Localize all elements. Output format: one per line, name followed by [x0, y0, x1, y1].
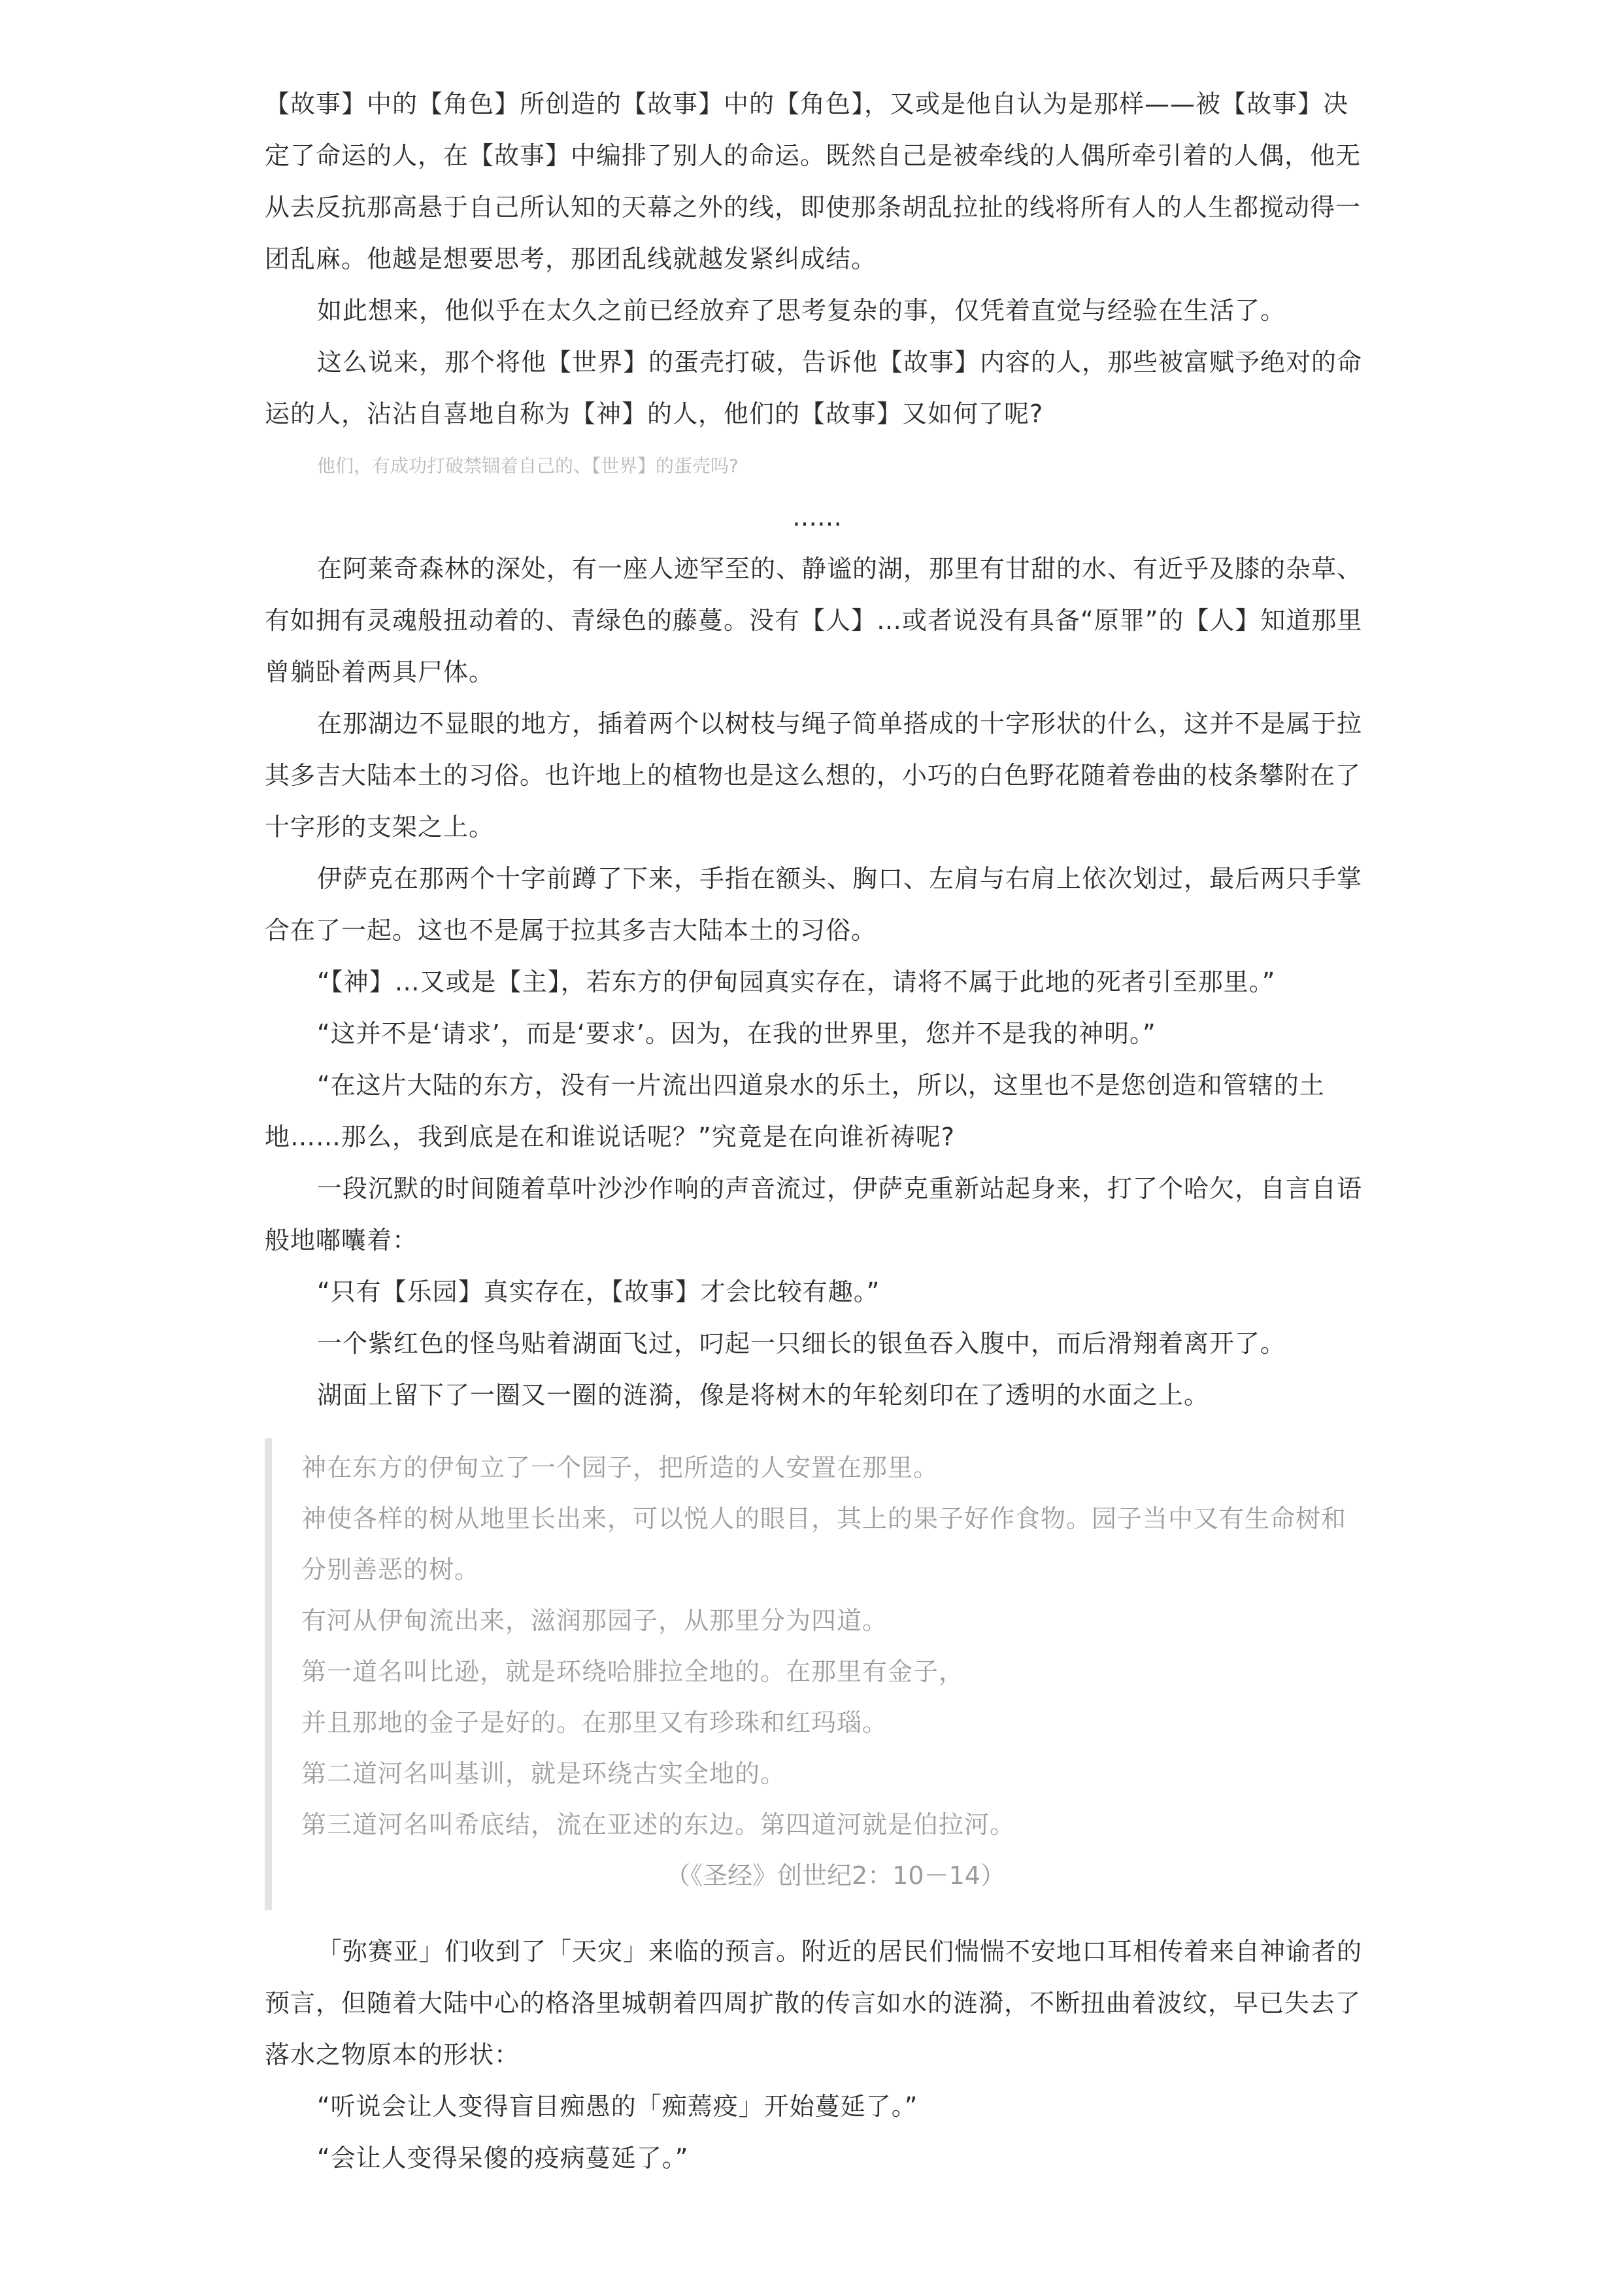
quote-line: 神在东方的伊甸立了一个园子，把所造的人安置在那里。: [301, 1453, 939, 1482]
quote-line: 有河从伊甸流出来，滋润那园子，从那里分为四道。: [301, 1606, 888, 1635]
quote-line: 第三道河名叫希底结，流在亚述的东边。第四道河就是伯拉河。: [301, 1810, 1016, 1839]
dialogue: “听说会让人变得盲目痴愚的「痴蔫疫」开始蔓延了。”: [317, 2092, 918, 2121]
paragraph: 湖面上留下了一圈又一圈的涟漪，像是将树木的年轮刻印在了透明的水面之上。: [317, 1381, 1210, 1410]
scene-break: ……: [792, 503, 842, 532]
paragraph: 这么说来，那个将他【世界】的蛋壳打破，告诉他【故事】内容的人，那些被富赋予绝对的命运的人，沾沾自喜地自称为【神】的人，他们的【故事】又如何了呢?: [265, 348, 1363, 428]
dialogue: “只有【乐园】真实存在，【故事】才会比较有趣。”: [317, 1277, 880, 1306]
quote-line: 第二道河名叫基训，就是环绕古实全地的。: [301, 1759, 786, 1788]
quote-line: 并且那地的金子是好的。在那里又有珍珠和红玛瑙。: [301, 1708, 888, 1737]
scripture-blockquote: [265, 1438, 1369, 1910]
paragraph: 一段沉默的时间随着草叶沙沙作响的声音流过，伊萨克重新站起身来，打了个哈欠，自言自语般地嘟囔着：: [265, 1174, 1363, 1255]
quote-line: 第一道名叫比逊，就是环绕哈腓拉全地的。在那里有金子，: [301, 1657, 965, 1686]
paragraph: 「弥赛亚」们收到了「天灾」来临的预言。附近的居民们惴惴不安地口耳相传着来自神谕者的预言，但随着大陆中心的格洛里城朝着四周扩散的传言如水的涟漪，不断扭曲着波纹，早已失去了落水之物原本的形状：: [265, 1937, 1363, 2069]
quote-line: 神使各样的树从地里长出来，可以悦人的眼目，其上的果子好作食物。园子当中又有生命树和分别善恶的树。: [301, 1504, 1347, 1584]
dialogue: “在这片大陆的东方，没有一片流出四道泉水的乐土，所以，这里也不是您创造和管辖的土地……那么，我到底是在和谁说话呢？”究竟是在向谁祈祷呢?: [265, 1071, 1325, 1151]
dialogue: “【神】…又或是【主】，若东方的伊甸园真实存在，请将不属于此地的死者引至那里。”: [317, 968, 1276, 996]
aside-note: 他们，有成功打破禁锢着自己的、【世界】的蛋壳吗?: [317, 455, 739, 477]
document-page: [265, 78, 1369, 2184]
dialogue: “这并不是‘请求’，而是‘要求’。因为，在我的世界里，您并不是我的神明。”: [317, 1019, 1156, 1048]
quote-source: （《圣经》创世纪2：10－14）: [665, 1861, 1005, 1890]
paragraph: 【故事】中的【角色】所创造的【故事】中的【角色】，又或是他自认为是那样——被【故事】决定了命运的人，在【故事】中编排了别人的命运。既然自己是被牵线的人偶所牵引着的人偶，他无从去反抗那高悬于自己所认知的天幕之外的线，即使那条胡乱拉扯的线将所有人的人生都搅动得一团乱麻。他越是想要思考，那团乱线就越发紧纠成结。: [265, 90, 1362, 273]
paragraph: 在阿莱奇森林的深处，有一座人迹罕至的、静谧的湖，那里有甘甜的水、有近乎及膝的杂草、有如拥有灵魂般扭动着的、青绿色的藤蔓。没有【人】…或者说没有具备“原罪”的【人】知道那里曾躺卧着两具尸体。: [265, 554, 1363, 686]
paragraph: 如此想来，他似乎在太久之前已经放弃了思考复杂的事，仅凭着直觉与经验在生活了。: [317, 296, 1286, 325]
paragraph: 伊萨克在那两个十字前蹲了下来，手指在额头、胸口、左肩与右肩上依次划过，最后两只手掌合在了一起。这也不是属于拉其多吉大陆本土的习俗。: [265, 864, 1363, 945]
paragraph: 在那湖边不显眼的地方，插着两个以树枝与绳子简单搭成的十字形状的什么，这并不是属于拉其多吉大陆本土的习俗。也许地上的植物也是这么想的，小巧的白色野花随着卷曲的枝条攀附在了十字形的支架之上。: [265, 709, 1363, 841]
paragraph: 一个紫红色的怪鸟贴着湖面飞过，叼起一只细长的银鱼吞入腹中，而后滑翔着离开了。: [317, 1329, 1286, 1358]
dialogue: “会让人变得呆傻的疫病蔓延了。”: [317, 2144, 689, 2172]
